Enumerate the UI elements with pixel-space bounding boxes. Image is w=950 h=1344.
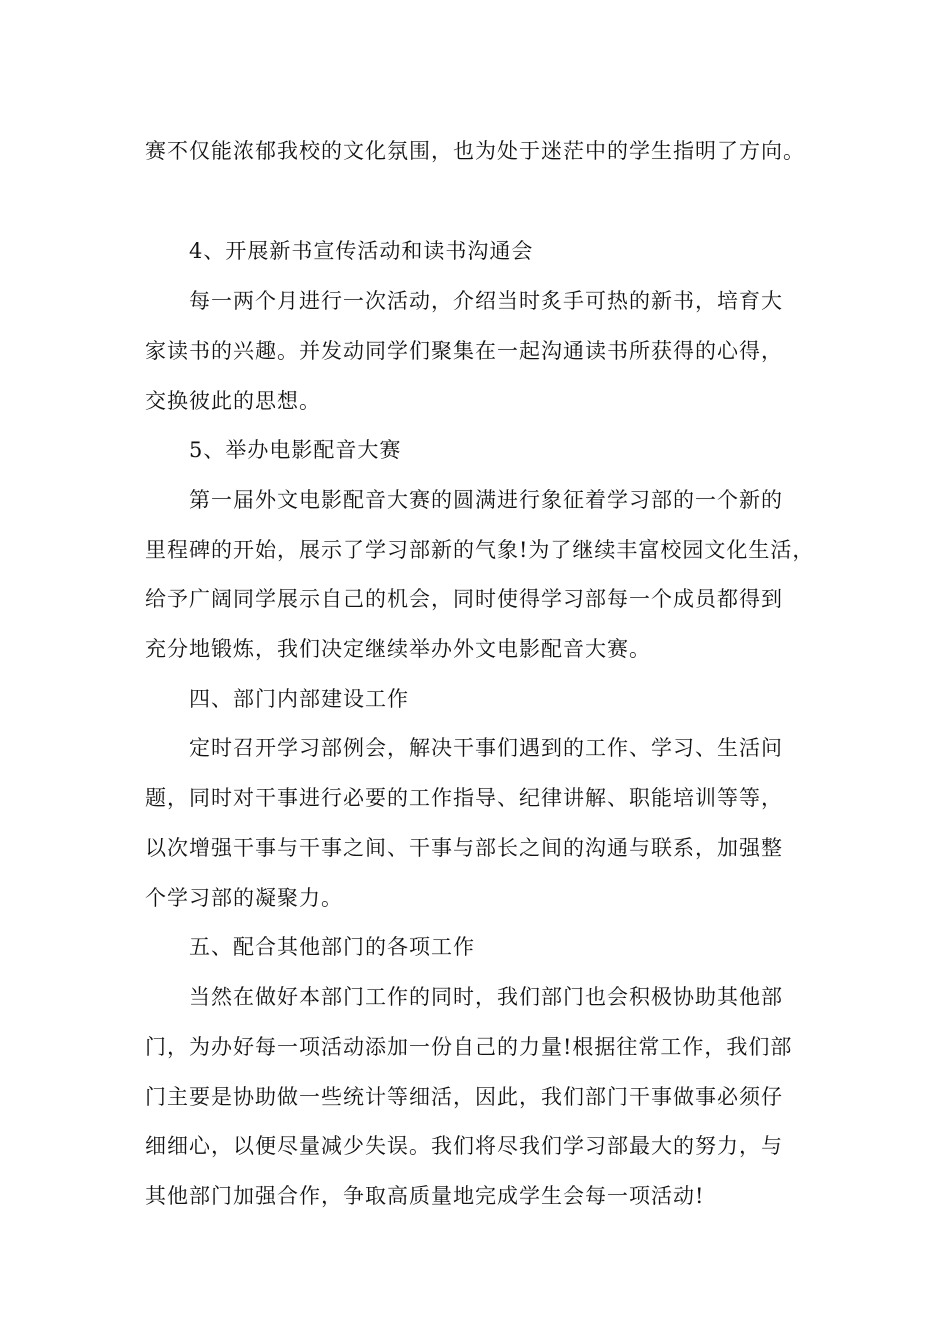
paragraph-line: 题，同时对干事进行必要的工作指导、纪律讲解、职能培训等等， (145, 786, 783, 810)
paragraph-line: 细细心，以便尽量减少失误。我们将尽我们学习部最大的努力，与 (145, 1134, 783, 1158)
paragraph-line: 其他部门加强合作，争取高质量地完成学生会每一项活动! (145, 1184, 705, 1208)
paragraph-line: 第一届外文电影配音大赛的圆满进行象征着学习部的一个新的 (189, 488, 783, 512)
paragraph-line: 门主要是协助做一些统计等细活，因此，我们部门干事做事必须仔 (145, 1085, 783, 1109)
paragraph-line: 里程碑的开始，展示了学习部新的气象!为了继续丰富校园文化生活， (145, 538, 815, 562)
section-heading: 四、部门内部建设工作 (189, 687, 409, 711)
section-heading: 五、配合其他部门的各项工作 (189, 935, 475, 959)
paragraph-line: 每一两个月进行一次活动，介绍当时炙手可热的新书，培育大 (189, 289, 783, 313)
paragraph-line: 定时召开学习部例会，解决干事们遇到的工作、学习、生活问 (189, 736, 783, 760)
paragraph-line: 充分地锻炼，我们决定继续举办外文电影配音大赛。 (145, 637, 651, 661)
paragraph-line: 门，为办好每一项活动添加一份自己的力量!根据往常工作，我们部 (145, 1035, 793, 1059)
paragraph-line: 家读书的兴趣。并发动同学们聚集在一起沟通读书所获得的心得， (145, 339, 783, 363)
section-heading: 5、举办电影配音大赛 (189, 438, 402, 462)
paragraph-line: 给予广阔同学展示自己的机会，同时使得学习部每一个成员都得到 (145, 587, 783, 611)
paragraph-line: 当然在做好本部门工作的同时，我们部门也会积极协助其他部 (189, 985, 783, 1009)
paragraph-line: 个学习部的凝聚力。 (145, 886, 343, 910)
paragraph-line: 赛不仅能浓郁我校的文化氛围，也为处于迷茫中的学生指明了方向。 (145, 139, 805, 163)
paragraph-line: 以次增强干事与干事之间、干事与部长之间的沟通与联系，加强整 (145, 836, 783, 860)
section-heading: 4、开展新书宣传活动和读书沟通会 (189, 239, 534, 263)
paragraph-line: 交换彼此的思想。 (145, 389, 321, 413)
